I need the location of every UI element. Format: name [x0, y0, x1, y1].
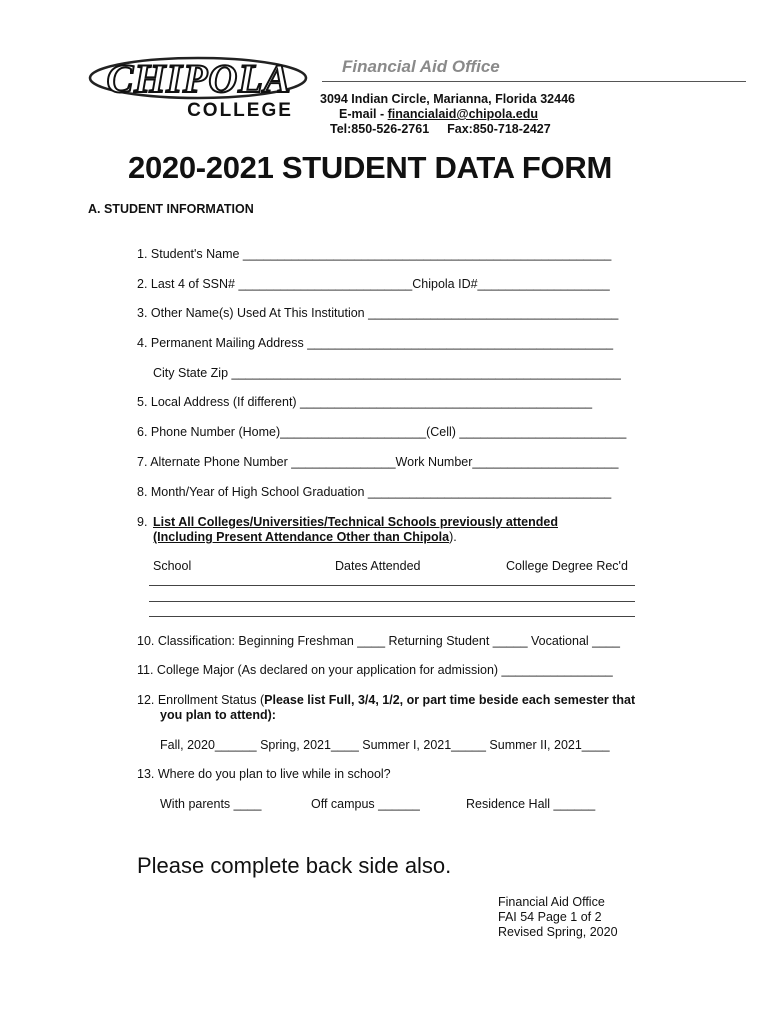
- email-link[interactable]: financialaid@chipola.edu: [387, 107, 539, 121]
- question-9-number: 9.: [137, 515, 148, 529]
- question-12-line-1: [137, 693, 635, 707]
- question-12-terms: Fall, 2020______ Spring, 2021____ Summer I, 2021_____ Summer II, 2021____: [160, 738, 610, 752]
- college-entry-line-1[interactable]: [149, 585, 635, 586]
- question-6: 6. Phone Number (Home)_____________________(Cell) ________________________: [137, 425, 627, 439]
- column-dates-attended: Dates Attended: [335, 559, 421, 573]
- tel: Tel:850-526-2761: [330, 122, 430, 136]
- fax: Fax:850-718-2427: [447, 122, 551, 136]
- question-8: 8. Month/Year of High School Graduation ___________________________________: [137, 485, 612, 499]
- form-title: 2020-2021 STUDENT DATA FORM: [128, 150, 612, 185]
- question-12-prefix: 12. Enrollment Status (: [137, 693, 265, 707]
- question-11: 11. College Major (As declared on your application for admission) ________________: [137, 663, 613, 677]
- question-13: 13. Where do you plan to live while in school?: [137, 767, 391, 781]
- section-heading: A. STUDENT INFORMATION: [88, 202, 254, 216]
- question-7: 7. Alternate Phone Number _______________Work Number_____________________: [137, 455, 619, 469]
- college-entry-line-2[interactable]: [149, 601, 635, 602]
- logo-bottom-text: COLLEGE: [187, 100, 293, 121]
- header-rule: [322, 81, 746, 82]
- column-school: School: [153, 559, 192, 573]
- housing-with-parents: With parents ____: [160, 797, 262, 811]
- question-9-line-2-end: ).: [449, 530, 457, 544]
- address: 3094 Indian Circle, Marianna, Florida 32446: [320, 92, 575, 106]
- footer-revised: Revised Spring, 2020: [498, 925, 618, 939]
- back-side-note: Please complete back side also.: [137, 853, 452, 878]
- email-label: E-mail -: [339, 107, 388, 121]
- housing-off-campus: Off campus ______: [311, 797, 420, 811]
- email-line: [339, 107, 538, 121]
- logo-top-text: CHIPOLA: [106, 56, 292, 101]
- question-3: 3. Other Name(s) Used At This Institution ____________________________________: [137, 306, 619, 320]
- question-9-line-2: [153, 530, 457, 544]
- question-12-instruction: Please list Full, 3/4, 1/2, or part time beside each semester that: [264, 693, 636, 707]
- question-9-line-1: List All Colleges/Universities/Technical Schools previously attended: [153, 515, 558, 529]
- footer-page: FAI 54 Page 1 of 2: [498, 910, 602, 924]
- office-name: Financial Aid Office: [342, 57, 500, 76]
- phone-fax-line: [330, 122, 551, 136]
- question-4-city-state-zip: City State Zip ________________________________________________________: [153, 366, 621, 380]
- question-2: 2. Last 4 of SSN# _________________________Chipola ID#___________________: [137, 277, 610, 291]
- question-10: 10. Classification: Beginning Freshman ____ Returning Student _____ Vocational ____: [137, 634, 620, 648]
- question-1: 1. Student's Name _____________________________________________________: [137, 247, 612, 261]
- question-4: 4. Permanent Mailing Address ____________________________________________: [137, 336, 614, 350]
- college-entry-line-3[interactable]: [149, 616, 635, 617]
- question-5: 5. Local Address (If different) __________________________________________: [137, 395, 593, 409]
- footer-office: Financial Aid Office: [498, 895, 605, 909]
- housing-residence-hall: Residence Hall ______: [466, 797, 596, 811]
- question-12-line-2: you plan to attend):: [160, 708, 276, 722]
- column-degree: College Degree Rec'd: [506, 559, 628, 573]
- chipola-college-logo: [88, 50, 310, 122]
- question-9-line-2-bold: (Including Present Attendance Other than Chipola: [153, 530, 450, 544]
